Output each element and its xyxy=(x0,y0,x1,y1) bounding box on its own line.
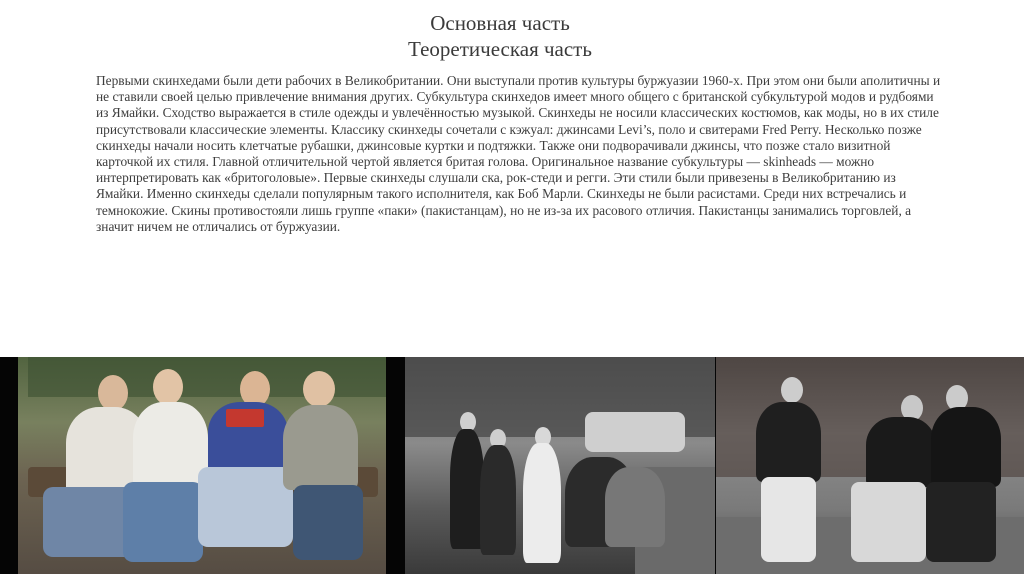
photo-group-on-bench xyxy=(18,357,386,574)
title-line-main: Основная часть xyxy=(430,11,570,35)
photo-four-skinheads xyxy=(716,357,1024,574)
title-line-sub: Теоретическая часть xyxy=(408,37,592,61)
photo-street-crowd xyxy=(405,357,715,574)
photo-strip xyxy=(0,357,1024,574)
slide-title xyxy=(300,10,700,62)
body-paragraph: Первыми скинхедами были дети рабочих в Великобритании. Они выступали против культуры буржуазии 1960-х. При этом они были аполитичны и не ставили своей целью привлечение внимания других. Субкультура скинхедов имеет много общего с британской субкультурой модов и рудбоями из Ямайки. Сходство выражается в стиле одежды и увлечённостью музыкой. Скинхеды не носили классических костюмов, как моды, но в их стиле присутствовали классические элементы. Классику скинхеды сочетали с кэжуал: джинсами Levi’s, поло и свитерами Fred Perry. Несколько позже скинхеды начали носить клетчатые рубашки, джинсовые куртки и подтяжки. Также они подворачивали джинсы, что позже стало визитной карточкой их стиля. Главной отличительной чертой является бритая голова. Оригинальное название субкультуры — skinheads — можно интерпретировать как «бритоголовые». Первые скинхеды слушали ска, рок-стеди и регги. Эти стили были привезены в Великобританию из Ямайки. Именно скинхеды сделали популярным такого исполнителя, как Боб Марли. Скинхеды не были расистами. Среди них встречались и темнокожие. Скины противостояли лишь группе «паки» (пакистанцам), но не из-за их расового отличия. Пакистанцы занимались торговлей, а значит ничем не отличались от буржуазии. xyxy=(96,73,941,234)
